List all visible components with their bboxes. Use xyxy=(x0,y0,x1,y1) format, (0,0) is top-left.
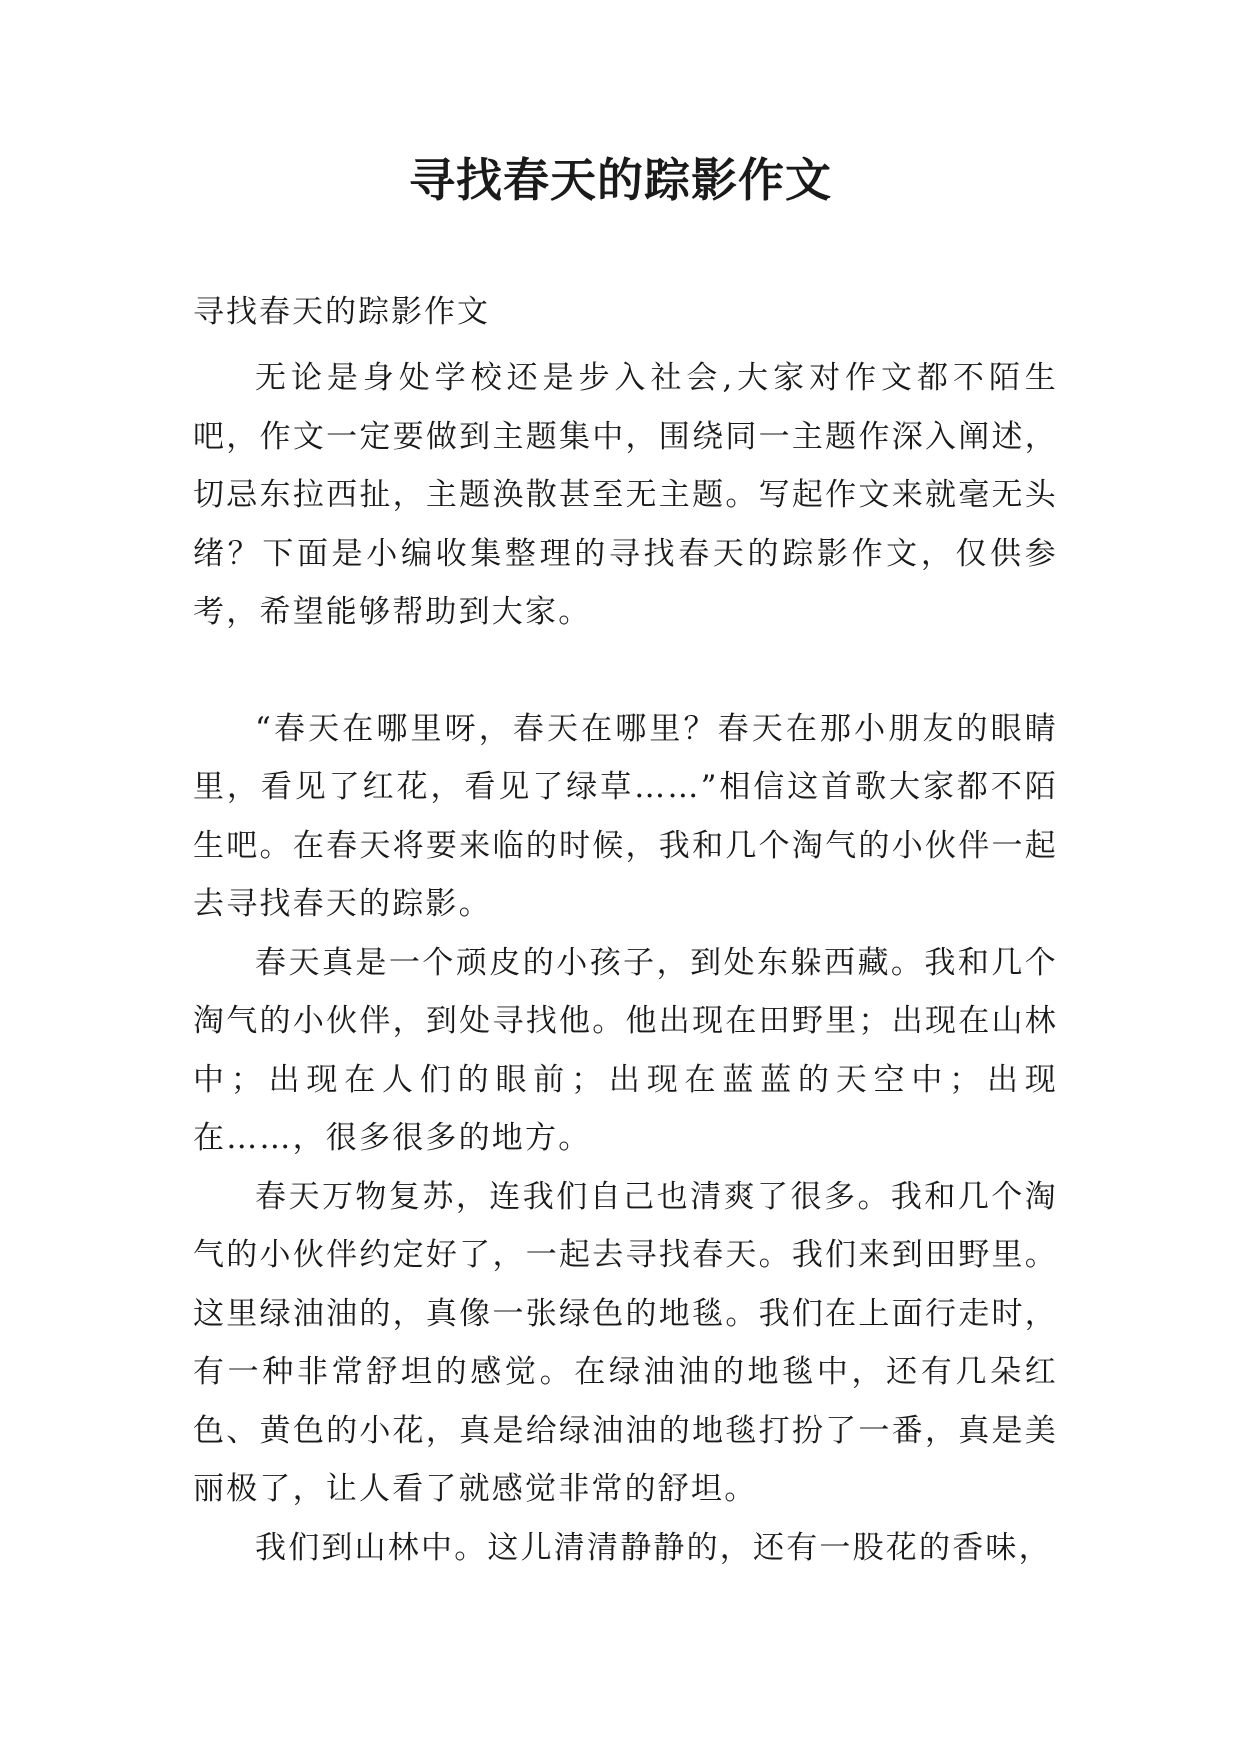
document-body xyxy=(193,349,1058,1577)
paragraph-spring-child: 春天真是一个顽皮的小孩子，到处东躲西藏。我和几个淘气的小伙伴，到处寻找他。他出现在田野里；出现在山林中；出现在人们的眼前；出现在蓝蓝的天空中；出现在……，很多很多的地方。 xyxy=(193,944,1058,1156)
paragraph-intro: 无论是身处学校还是步入社会,大家对作文都不陌生吧，作文一定要做到主题集中，围绕同一主题作深入阐述，切忌东拉西扯，主题涣散甚至无主题。写起作文来就毫无头绪？下面是小编收集整理的寻找春天的踪影作文，仅供参考，希望能够帮助到大家。 xyxy=(193,360,1058,630)
paragraph-fields: 春天万物复苏，连我们自己也清爽了很多。我和几个淘气的小伙伴约定好了，一起去寻找春天。我们来到田野里。这里绿油油的，真像一张绿色的地毯。我们在上面行走时，有一种非常舒坦的感觉。在绿油油的地毯中，还有几朵红色、黄色的小花，真是给绿油油的地毯打扮了一番，真是美丽极了，让人看了就感觉非常的舒坦。 xyxy=(193,1178,1058,1507)
paragraph-forest: 我们到山林中。这儿清清静静的，还有一股花的香味， xyxy=(255,1529,1052,1566)
document-subtitle: 寻找春天的踪影作文 xyxy=(193,294,490,330)
document-title: 寻找春天的踪影作文 xyxy=(409,153,832,207)
paragraph-song: “春天在哪里呀，春天在哪里？春天在那小朋友的眼睛里，看见了红花，看见了绿草……”相信这首歌大家都不陌生吧。在春天将要来临的时候，我和几个淘气的小伙伴一起去寻找春天的踪影。 xyxy=(193,710,1058,922)
